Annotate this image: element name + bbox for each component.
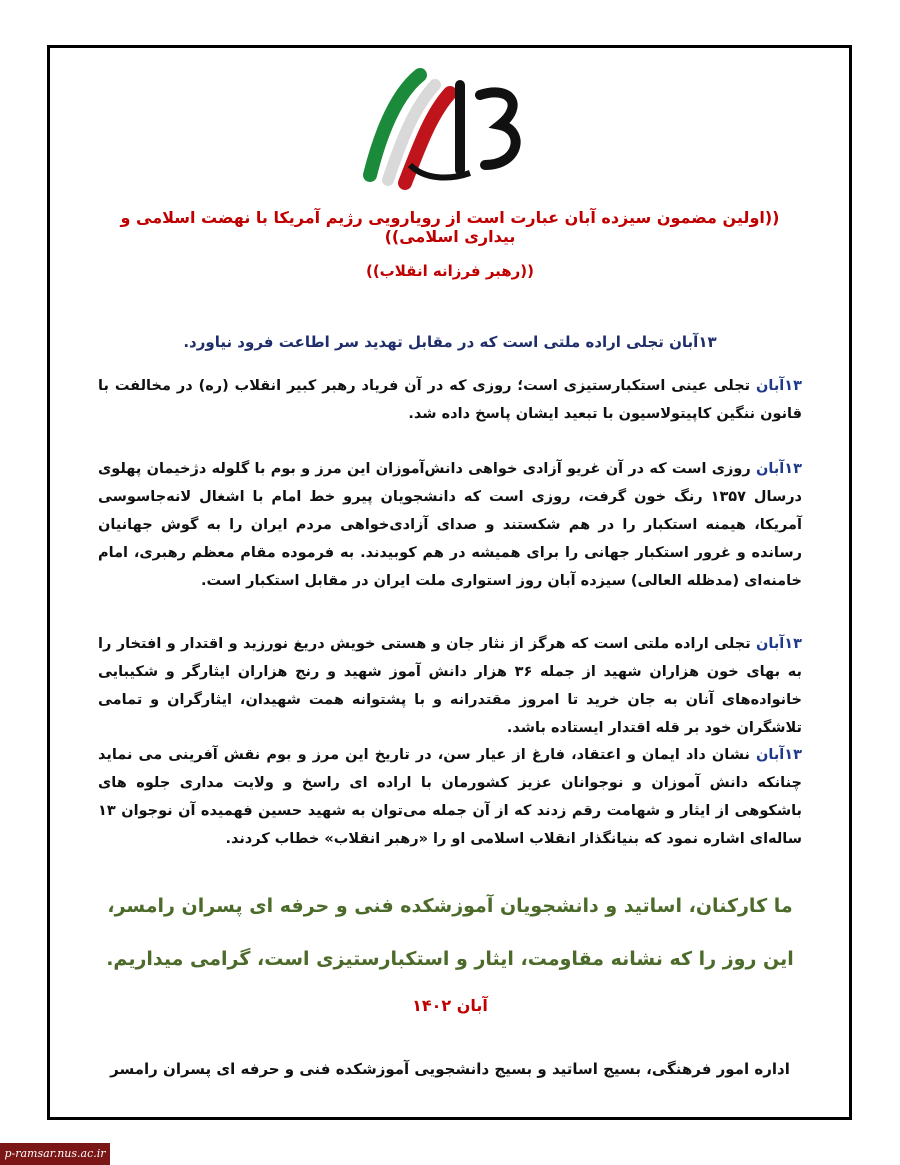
paragraph-text: روزی است که در آن غریو آزادی خواهی دانش‌آموزان این مرز و بوم با گلوله دژخیمان پهلوی درسال ۱۳۵۷ رنگ خون گرفت، روزی است که دانشجویان پیرو خط امام با اشغال لانه‌جاسوسی آمریکا، هیمنه استکبار را در هم شکستند و صدای آزادی‌خواهی مردم ایران را به گوش جهانیان رسانده و غرور استکبار جهانی را برای همیشه در هم کوبیدند. به فرموده مقام معظم رهبری، امام خامنه‌ای (مدظله العالی) سیزده آبان روز استواری ملت ایران در مقابل استکبار است.	[98, 461, 803, 589]
aban-13-logo	[350, 55, 530, 195]
paragraph-text: نشان داد ایمان و اعتقاد، فارغ از عیار سن، در تاریخ این مرز و بوم نقش آفرینی می نماید چنانکه دانش آموزان و نوجوانان عزیز کشورمان با اراده ای راسخ و ولایت مداری جلوه های باشکوهی از ایثار و شهامت رقم زدند که از آن جمله می‌توان به شهید حسین فهمیده آن نوجوان ۱۳ ساله‌ای اشاره نمود که بنیانگذار انقلاب اسلامی او را «رهبر انقلاب» خطاب کردند.	[98, 747, 802, 847]
paragraph-text: تجلی عینی استکبارستیزی است؛ روزی که در آن فریاد رهبر کبیر انقلاب (ره) در مخالفت با قانون ننگین کاپیتولاسیون با تبعید ایشان پاسخ داده شد.	[98, 378, 802, 422]
quote-source: ((رهبر فرزانه انقلاب))	[365, 262, 535, 280]
lead-sentence: ۱۳آبان تجلی اراده ملتی است که در مقابل تهدید سر اطاعت فرود نیاورد.	[183, 333, 717, 351]
paragraph-1	[98, 372, 802, 428]
paragraph-4	[98, 741, 802, 853]
paragraph-text: تجلی اراده ملتی است که هرگز از نثار جان و هستی خویش دریغ نورزید و اقتدار و افتخار را به بهای خون هزاران شهید از جمله ۳۶ هزار دانش آموز شهید و رنج هزاران ایثارگر و شکیبایی خانواده‌های آنان به جان خرید تا امروز مقتدرانه و با پشتوانه همت شهیدان، ایثارگران و تمامی تلاشگران خود بر قله اقتدار ایستاده باشد.	[98, 636, 802, 736]
closing-line-1: ما کارکنان، اساتید و دانشجویان آموزشکده فنی و حرفه ای پسران رامسر،	[107, 895, 793, 917]
paragraph-highlight: ۱۳آبان	[756, 461, 802, 477]
paragraph-3	[98, 630, 802, 742]
quote: ((اولین مضمون سیزده آبان عبارت است از رویارویی رژیم آمریکا با نهضت اسلامی و بیداری اسلامی))	[120, 208, 780, 246]
paragraph-highlight: ۱۳آبان	[756, 378, 802, 394]
paragraph-2	[98, 455, 802, 595]
date: آبان ۱۴۰۲	[412, 996, 488, 1015]
paragraph-highlight: ۱۳آبان	[756, 747, 802, 763]
paragraph-highlight: ۱۳آبان	[756, 636, 802, 652]
footer-url: p-ramsar.nus.ac.ir	[0, 1143, 110, 1165]
closing-line-2: این روز را که نشانه مقاومت، ایثار و استکبارستیزی است، گرامی میداریم.	[106, 948, 794, 970]
signature: اداره امور فرهنگی، بسیج اساتید و بسیج دانشجویی آموزشکده فنی و حرفه ای پسران رامسر	[110, 1060, 790, 1078]
